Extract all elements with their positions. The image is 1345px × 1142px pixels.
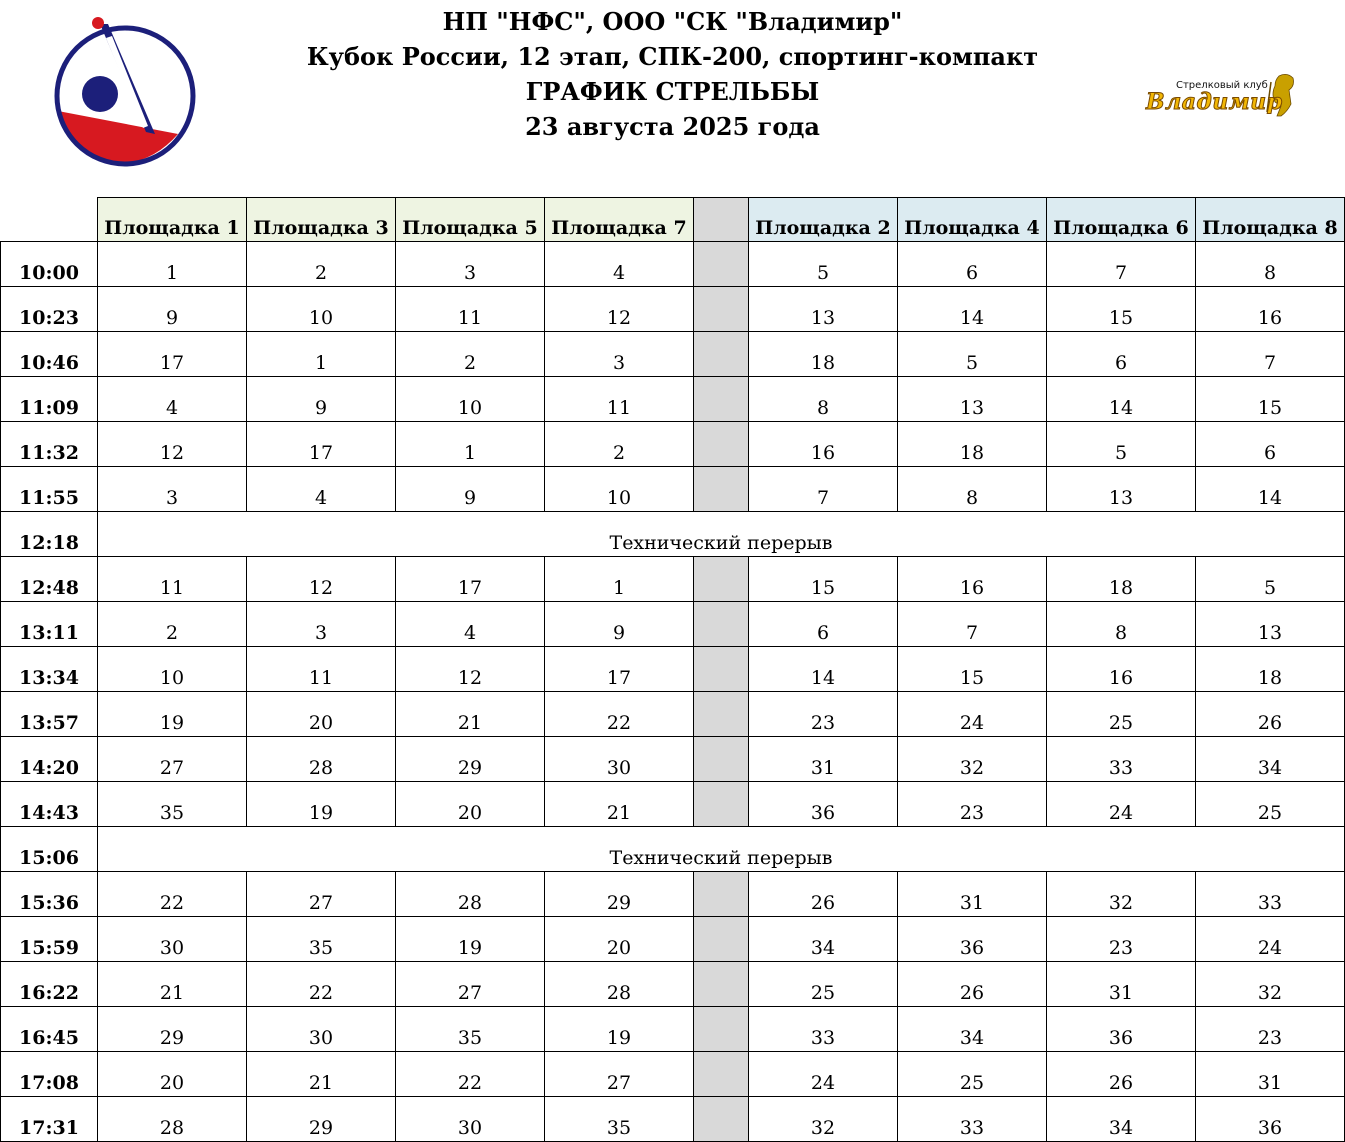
squad-cell: 11 [545,377,694,422]
separator-cell [694,422,749,467]
squad-cell: 23 [898,782,1047,827]
squad-cell: 14 [1196,467,1345,512]
squad-cell: 4 [247,467,396,512]
squad-cell: 31 [1196,1052,1345,1097]
separator-cell [694,917,749,962]
time-cell: 11:55 [1,467,98,512]
time-cell: 10:23 [1,287,98,332]
separator-cell [694,287,749,332]
squad-cell: 16 [1047,647,1196,692]
squad-cell: 13 [898,377,1047,422]
squad-cell: 10 [247,287,396,332]
time-cell: 15:59 [1,917,98,962]
column-header: Площадка 2 [749,198,898,242]
separator-cell [694,332,749,377]
separator-cell [694,962,749,1007]
column-header: Площадка 8 [1196,198,1345,242]
squad-cell: 10 [396,377,545,422]
squad-cell: 27 [247,872,396,917]
table-row [1,872,1345,917]
squad-cell: 12 [545,287,694,332]
column-header: Площадка 7 [545,198,694,242]
time-cell: 12:48 [1,557,98,602]
squad-cell: 13 [1196,602,1345,647]
separator-cell [694,692,749,737]
table-row [1,647,1345,692]
squad-cell: 24 [1196,917,1345,962]
squad-cell: 35 [247,917,396,962]
squad-cell: 29 [98,1007,247,1052]
squad-cell: 20 [247,692,396,737]
separator-cell [694,1052,749,1097]
squad-cell: 17 [98,332,247,377]
squad-cell: 6 [898,242,1047,287]
table-row [1,242,1345,287]
time-cell: 16:45 [1,1007,98,1052]
squad-cell: 25 [898,1052,1047,1097]
federation-logo [50,16,200,168]
squad-cell: 7 [1047,242,1196,287]
squad-cell: 15 [1047,287,1196,332]
table-row [1,1052,1345,1097]
squad-cell: 24 [1047,782,1196,827]
table-row [1,737,1345,782]
squad-cell: 3 [247,602,396,647]
squad-cell: 9 [247,377,396,422]
squad-cell: 14 [749,647,898,692]
separator-cell [694,377,749,422]
time-cell: 14:20 [1,737,98,782]
squad-cell: 9 [98,287,247,332]
squad-cell: 26 [749,872,898,917]
squad-cell: 3 [98,467,247,512]
squad-cell: 21 [247,1052,396,1097]
time-cell: 11:09 [1,377,98,422]
squad-cell: 27 [545,1052,694,1097]
schedule-title: ГРАФИК СТРЕЛЬБЫ [525,77,820,106]
squad-cell: 21 [396,692,545,737]
squad-cell: 24 [749,1052,898,1097]
squad-cell: 30 [247,1007,396,1052]
squad-cell: 22 [545,692,694,737]
squad-cell: 7 [898,602,1047,647]
squad-cell: 13 [1047,467,1196,512]
time-cell: 16:22 [1,962,98,1007]
squad-cell: 36 [749,782,898,827]
squad-cell: 14 [1047,377,1196,422]
squad-cell: 28 [396,872,545,917]
squad-cell: 29 [247,1097,396,1142]
squad-cell: 18 [1047,557,1196,602]
column-header: Площадка 6 [1047,198,1196,242]
squad-cell: 17 [545,647,694,692]
time-cell: 17:31 [1,1097,98,1142]
squad-cell: 25 [1196,782,1345,827]
column-header: Площадка 1 [98,198,247,242]
squad-cell: 15 [898,647,1047,692]
squad-cell: 22 [396,1052,545,1097]
organizer-line: НП "НФС", ООО "СК "Владимир" [442,7,903,36]
squad-cell: 5 [898,332,1047,377]
separator-cell [694,467,749,512]
squad-cell: 28 [545,962,694,1007]
squad-cell: 32 [749,1097,898,1142]
squad-cell: 22 [98,872,247,917]
table-row [1,422,1345,467]
squad-cell: 26 [1047,1052,1196,1097]
squad-cell: 10 [545,467,694,512]
squad-cell: 19 [247,782,396,827]
squad-cell: 5 [1196,557,1345,602]
squad-cell: 35 [98,782,247,827]
squad-cell: 34 [749,917,898,962]
time-cell: 12:18 [1,512,98,557]
separator-cell [694,557,749,602]
column-header: Площадка 3 [247,198,396,242]
squad-cell: 33 [1196,872,1345,917]
squad-cell: 8 [1047,602,1196,647]
squad-cell: 34 [898,1007,1047,1052]
squad-cell: 11 [247,647,396,692]
squad-cell: 11 [98,557,247,602]
squad-cell: 20 [396,782,545,827]
technical-break-cell: Технический перерыв [98,827,1345,872]
separator-cell [694,242,749,287]
squad-cell: 15 [1196,377,1345,422]
squad-cell: 21 [98,962,247,1007]
column-header: Площадка 5 [396,198,545,242]
squad-cell: 18 [749,332,898,377]
squad-cell: 5 [1047,422,1196,467]
separator-column [694,198,749,242]
squad-cell: 16 [1196,287,1345,332]
squad-cell: 8 [898,467,1047,512]
squad-cell: 32 [1196,962,1345,1007]
squad-cell: 10 [98,647,247,692]
squad-cell: 31 [898,872,1047,917]
squad-cell: 35 [545,1097,694,1142]
squad-cell: 19 [545,1007,694,1052]
squad-cell: 34 [1196,737,1345,782]
squad-cell: 34 [1047,1097,1196,1142]
event-line: Кубок России, 12 этап, СПК-200, спортинг-компакт [306,42,1039,71]
table-row [1,917,1345,962]
squad-cell: 17 [247,422,396,467]
technical-break-cell: Технический перерыв [98,512,1345,557]
squad-cell: 8 [1196,242,1345,287]
squad-cell: 21 [545,782,694,827]
squad-cell: 26 [898,962,1047,1007]
separator-cell [694,602,749,647]
time-cell: 14:43 [1,782,98,827]
squad-cell: 32 [1047,872,1196,917]
break-row [1,827,1345,872]
table-row [1,557,1345,602]
time-cell: 15:06 [1,827,98,872]
squad-cell: 2 [247,242,396,287]
squad-cell: 33 [749,1007,898,1052]
squad-cell: 27 [98,737,247,782]
squad-cell: 14 [898,287,1047,332]
club-logo-small-text: Стрелковый клуб [1176,80,1268,91]
squad-cell: 33 [1047,737,1196,782]
squad-cell: 30 [396,1097,545,1142]
squad-cell: 6 [749,602,898,647]
squad-cell: 36 [1047,1007,1196,1052]
table-row [1,692,1345,737]
squad-cell: 15 [749,557,898,602]
table-row [1,287,1345,332]
squad-cell: 29 [545,872,694,917]
column-header: Площадка 4 [898,198,1047,242]
squad-cell: 12 [247,557,396,602]
squad-cell: 6 [1196,422,1345,467]
squad-cell: 17 [396,557,545,602]
squad-cell: 25 [749,962,898,1007]
squad-cell: 1 [545,557,694,602]
squad-cell: 22 [247,962,396,1007]
squad-cell: 18 [1196,647,1345,692]
squad-cell: 27 [396,962,545,1007]
squad-cell: 31 [1047,962,1196,1007]
squad-cell: 23 [749,692,898,737]
break-row [1,512,1345,557]
club-logo-name: Владимир [1146,89,1283,115]
squad-cell: 26 [1196,692,1345,737]
table-row [1,467,1345,512]
squad-cell: 33 [898,1097,1047,1142]
squad-cell: 32 [898,737,1047,782]
table-row [1,602,1345,647]
squad-cell: 19 [98,692,247,737]
squad-cell: 12 [396,647,545,692]
table-row [1,1097,1345,1142]
time-cell: 15:36 [1,872,98,917]
squad-cell: 3 [396,242,545,287]
squad-cell: 6 [1047,332,1196,377]
squad-cell: 9 [545,602,694,647]
squad-cell: 28 [98,1097,247,1142]
squad-cell: 35 [396,1007,545,1052]
squad-cell: 20 [98,1052,247,1097]
squad-cell: 11 [396,287,545,332]
squad-cell: 23 [1196,1007,1345,1052]
squad-cell: 23 [1047,917,1196,962]
time-cell: 13:34 [1,647,98,692]
squad-cell: 16 [898,557,1047,602]
squad-cell: 36 [1196,1097,1345,1142]
squad-cell: 30 [98,917,247,962]
squad-cell: 31 [749,737,898,782]
time-cell: 11:32 [1,422,98,467]
time-cell: 13:57 [1,692,98,737]
squad-cell: 25 [1047,692,1196,737]
squad-cell: 2 [98,602,247,647]
squad-cell: 36 [898,917,1047,962]
squad-cell: 4 [98,377,247,422]
time-cell: 10:00 [1,242,98,287]
squad-cell: 1 [247,332,396,377]
squad-cell: 13 [749,287,898,332]
table-row [1,782,1345,827]
separator-cell [694,1097,749,1142]
separator-cell [694,1007,749,1052]
squad-cell: 29 [396,737,545,782]
squad-cell: 9 [396,467,545,512]
table-row [1,332,1345,377]
squad-cell: 1 [396,422,545,467]
shooting-schedule-table [0,197,1345,1142]
corner-cell [1,198,98,242]
squad-cell: 4 [545,242,694,287]
table-row [1,377,1345,422]
table-header-row [1,198,1345,242]
squad-cell: 12 [98,422,247,467]
time-cell: 13:11 [1,602,98,647]
event-date: 23 августа 2025 года [525,112,820,141]
squad-cell: 18 [898,422,1047,467]
squad-cell: 19 [396,917,545,962]
squad-cell: 24 [898,692,1047,737]
time-cell: 10:46 [1,332,98,377]
squad-cell: 8 [749,377,898,422]
time-cell: 17:08 [1,1052,98,1097]
table-row [1,962,1345,1007]
squad-cell: 30 [545,737,694,782]
separator-cell [694,782,749,827]
document-header [230,4,1115,144]
squad-cell: 20 [545,917,694,962]
squad-cell: 5 [749,242,898,287]
table-row [1,1007,1345,1052]
squad-cell: 3 [545,332,694,377]
separator-cell [694,647,749,692]
squad-cell: 2 [545,422,694,467]
squad-cell: 7 [1196,332,1345,377]
separator-cell [694,872,749,917]
separator-cell [694,737,749,782]
squad-cell: 1 [98,242,247,287]
squad-cell: 28 [247,737,396,782]
squad-cell: 4 [396,602,545,647]
squad-cell: 7 [749,467,898,512]
squad-cell: 2 [396,332,545,377]
squad-cell: 16 [749,422,898,467]
